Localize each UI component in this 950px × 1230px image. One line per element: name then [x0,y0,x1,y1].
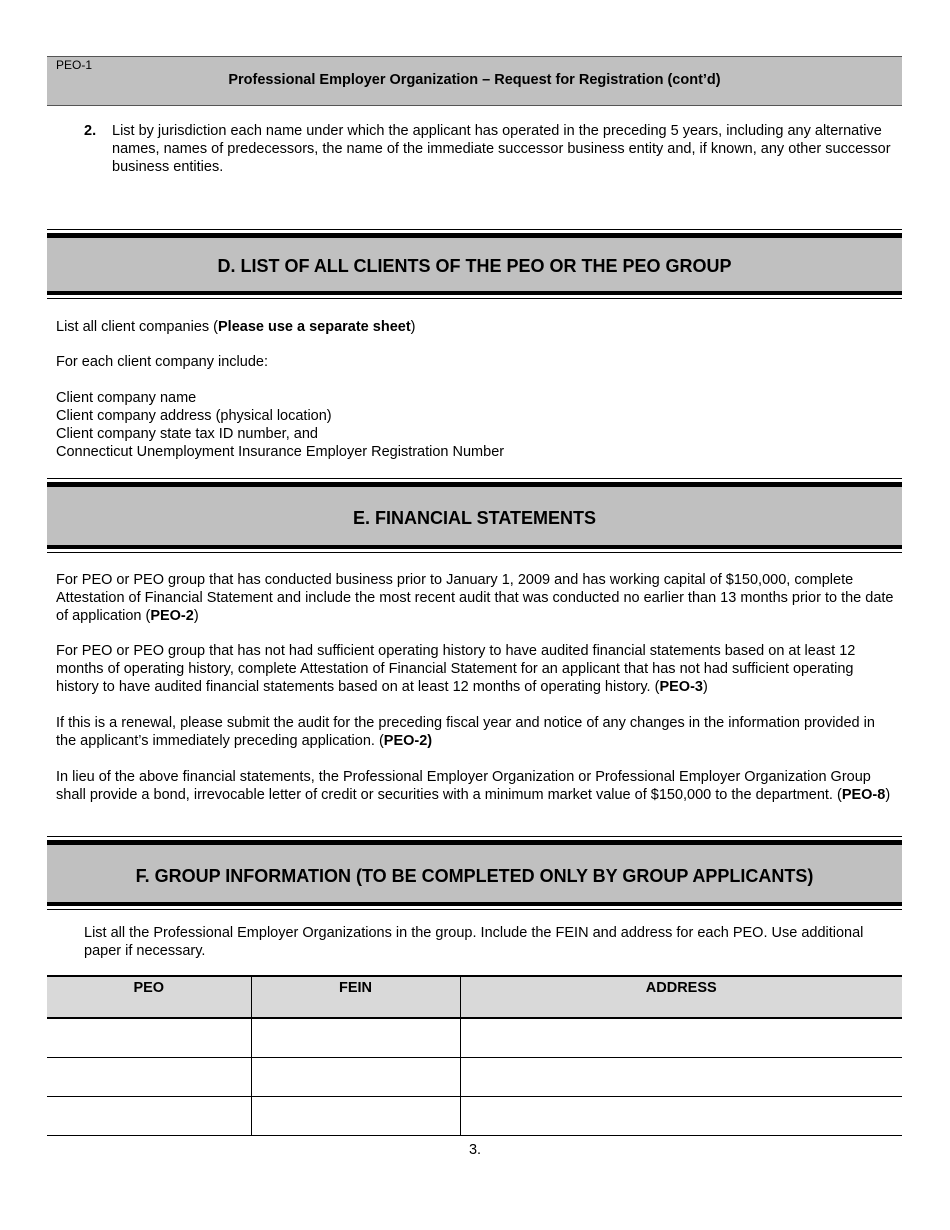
list-item: Client company name [56,390,197,406]
paragraph-text: If this is a renewal, please submit the audit for the preceding fiscal year and notice of any changes in the information provided in the applicant’s immediately preceding application. ( [56,715,875,749]
form-reference: PEO-2 [150,608,194,624]
intro-text: List all client companies ( [56,319,218,335]
list-item: Connecticut Unemployment Insurance Employer Registration Number [56,444,505,460]
item-2 [84,122,894,176]
paragraph-text: For PEO or PEO group that has conducted business prior to January 1, 2009 and has working capital of $150,000, complete Attestation of Financial Statement and include the most recent audit that was conducted no earlier than 13 months prior to the date of application ( [56,572,894,624]
address-cell[interactable] [460,1097,902,1136]
paragraph-end: ) [702,679,708,695]
section-f-instructions: List all the Professional Employer Organizations in the group. Include the FEIN and address for each PEO. Use additional paper if necessary. [84,925,864,959]
page-number: 3. [468,1142,482,1158]
section-e-paragraph-3 [56,714,896,750]
peo-cell[interactable] [47,1097,251,1136]
header-title: Professional Employer Organization – Request for Registration (cont’d) [228,72,721,88]
section-e-title: E. FINANCIAL STATEMENTS [353,508,596,528]
form-id: PEO-1 [56,58,93,72]
item-2-text: List by jurisdiction each name under which the applicant has operated in the preceding 5 years, including any alternative names, names of predecessors, the name of the immediate successor business entity and, if known, any other successor business entities. [112,123,891,175]
table-row [47,1097,902,1136]
section-e-paragraph-4 [56,768,896,804]
address-cell[interactable] [460,1018,902,1058]
intro-end: ) [410,319,416,335]
column-header-peo: PEO [47,976,251,1018]
intro-bold: Please use a separate sheet [218,319,411,335]
section-f-banner [47,840,902,906]
group-peo-table [47,975,902,1136]
section-d-for-each: For each client company include: [56,354,268,370]
table-header-row [47,976,902,1018]
client-info-list [56,389,896,461]
list-item: Client company state tax ID number, and [56,426,318,442]
fein-cell[interactable] [251,1018,460,1058]
page-header [47,56,902,106]
list-item: Client company address (physical location) [56,408,332,424]
paragraph-text: For PEO or PEO group that has not had sufficient operating history to have audited financial statements based on at least 12 months of operating history, complete Attestation of Financial Statement for an applicant that has not had sufficient operating history to have audited financial statements based on at least 12 months of operating history. ( [56,643,856,695]
table-row [47,1058,902,1097]
column-header-address: ADDRESS [460,976,902,1018]
section-d-banner [47,233,902,295]
section-e-banner [47,482,902,549]
section-d-title: D. LIST OF ALL CLIENTS OF THE PEO OR THE PEO GROUP [217,256,732,276]
peo-cell[interactable] [47,1018,251,1058]
address-cell[interactable] [460,1058,902,1097]
paragraph-text: In lieu of the above financial statements, the Professional Employer Organization or Professional Employer Organization Group shall provide a bond, irrevocable letter of credit or securities with a minimum market value of $150,000 to the department. ( [56,769,871,803]
form-reference: PEO-3 [659,679,703,695]
paragraph-end: ) [885,787,891,803]
peo-cell[interactable] [47,1058,251,1097]
section-e-paragraph-2 [56,642,896,696]
section-d-intro [56,318,896,336]
table-row [47,1018,902,1058]
paragraph-end: ) [193,608,199,624]
section-f-title: F. GROUP INFORMATION (TO BE COMPLETED ONLY BY GROUP APPLICANTS) [135,866,814,886]
column-header-fein: FEIN [251,976,460,1018]
item-2-number: 2. [84,123,97,139]
form-reference: PEO-8 [841,787,886,803]
form-reference: PEO-2) [383,733,433,749]
section-e-paragraph-1 [56,571,896,625]
fein-cell[interactable] [251,1058,460,1097]
fein-cell[interactable] [251,1097,460,1136]
